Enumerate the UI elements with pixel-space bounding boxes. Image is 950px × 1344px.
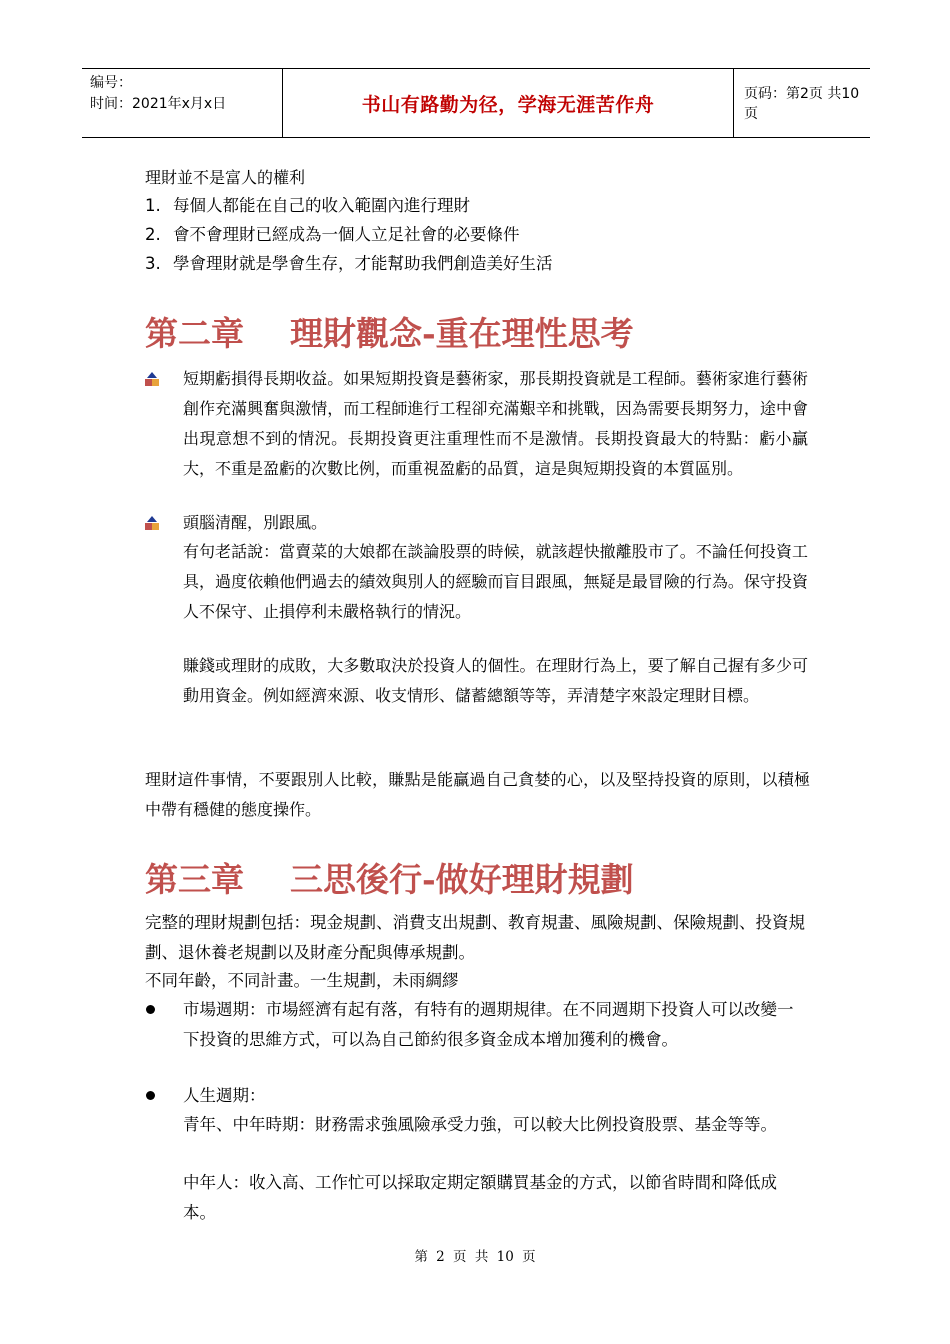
paragraph-age-planning: 不同年齡，不同計畫。一生規劃，未雨綢繆 (145, 971, 459, 990)
chapter-three-title: 第三章 三思後行-做好理財規劃 (145, 860, 634, 899)
header-motto: 书山有路勤为径，学海无涯苦作舟 (282, 69, 734, 137)
bullet-item (145, 508, 810, 538)
bullet-text: 短期虧損得長期收益。如果短期投資是藝術家，那長期投資就是工程師。藝術家進行藝術創作充滿興奮與激情，而工程師進行工程卻充滿艱辛和挑戰，因為需要長期努力，途中會出現意想不到的情況。長期投資更注重理性而不是激情。長期投資最大的特點：虧小贏大，不重是盈虧的次數比例，而重視盈虧的品質，這是與短期投資的本質區別。 (183, 369, 808, 478)
intro-item (145, 249, 553, 279)
intro-lead: 理財並不是富人的權利 (145, 168, 306, 187)
item-text: 每個人都能在自己的收入範圍內進行理財 (173, 196, 470, 215)
bullet-item (145, 364, 810, 514)
paragraph-complete-planning: 完整的理財規劃包括：現金規劃、消費支出規劃、教育規畫、風險規劃、保險規劃、投資規劃、退休養老規劃以及財產分配與傳承規劃。 (145, 913, 805, 962)
life-cycle-label: 人生週期： (183, 1086, 266, 1105)
item-number: 3. (145, 254, 161, 273)
market-cycle-item (145, 995, 810, 1085)
page-footer: 第 2 页 共 10 页 (414, 1249, 536, 1265)
item-number: 1. (145, 196, 161, 215)
bullet-dot-icon (146, 1091, 155, 1100)
bullet-text: 頭腦清醒，別跟風。 (183, 513, 328, 532)
item-text: 學會理財就是學會生存，才能幫助我們創造美好生活 (173, 254, 553, 273)
intro-item (145, 191, 470, 221)
arrow-bullet-icon (145, 516, 159, 530)
number-label: 编号： (90, 75, 132, 91)
paragraph-success: 賺錢或理財的成敗，大多數取決於投資人的個性。在理財行為上，要了解自己握有多少可動用資金。例如經濟來源、收支情形、儲蓄總額等等，弄清楚字來設定理財目標。 (183, 656, 808, 705)
life-middle-text: 中年人：收入高、工作忙可以採取定期定額購買基金的方式，以節省時間和降低成本。 (183, 1173, 777, 1222)
paragraph-saying: 有句老話說：當賣菜的大娘都在談論股票的時候，就該趕快撤離股市了。不論任何投資工具，過度依賴他們過去的績效與別人的經驗而盲目跟風，無疑是最冒險的行為。保守投資人不保守、止損停利未嚴格執行的情況。 (183, 542, 808, 621)
time-label: 时间：2021年x月x日 (90, 96, 227, 112)
intro-item (145, 220, 520, 250)
header-meta (82, 69, 282, 137)
life-cycle-item (145, 1081, 810, 1221)
item-text: 會不會理財已經成為一個人立足社會的必要條件 (173, 225, 520, 244)
arrow-bullet-icon (145, 372, 159, 386)
market-cycle-text: 市場週期：市場經濟有起有落，有特有的週期規律。在不同週期下投資人可以改變一下投資的思維方式，可以為自己節約很多資金成本增加獲利的機會。 (183, 1000, 794, 1049)
chapter-two-title: 第二章 理財觀念-重在理性思考 (145, 314, 634, 353)
bullet-dot-icon (146, 1005, 155, 1014)
life-youth-text: 青年、中年時期：財務需求強風險承受力強，可以較大比例投資股票、基金等等。 (183, 1115, 777, 1134)
paragraph-closing: 理財這件事情，不要跟別人比較，賺點是能贏過自己貪婪的心，以及堅持投資的原則，以積極中帶有穩健的態度操作。 (145, 770, 810, 819)
item-number: 2. (145, 225, 161, 244)
page-header (82, 68, 870, 138)
header-page-info: 页码：第2页 共10页 (744, 86, 860, 122)
